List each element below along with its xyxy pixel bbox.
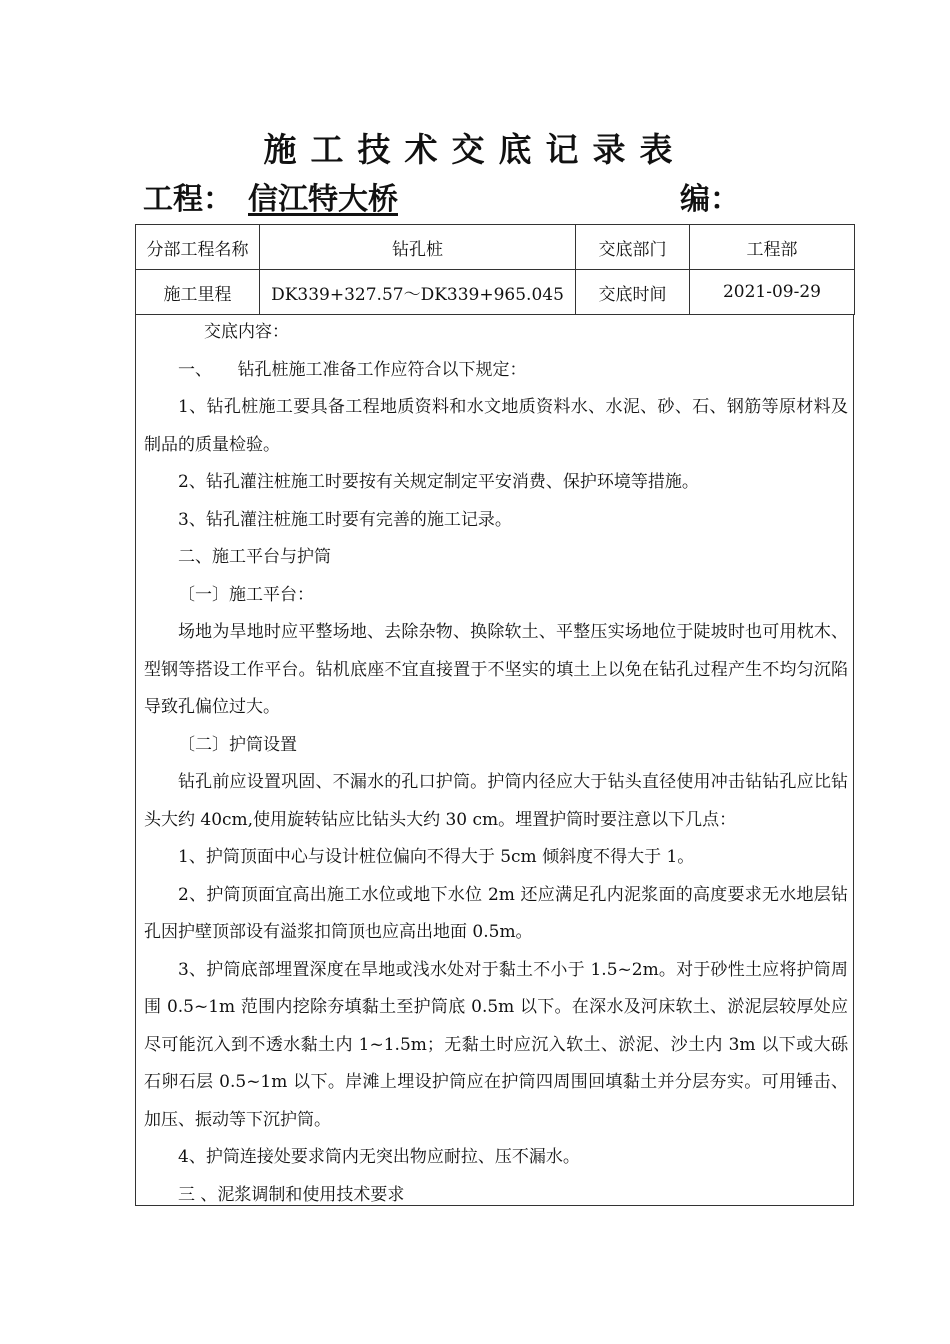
division-name-value: 钻孔桩 bbox=[260, 225, 576, 270]
project-line bbox=[143, 178, 863, 222]
record-info-table bbox=[135, 224, 855, 315]
table-row bbox=[136, 270, 855, 315]
content-paragraph: 二、施工平台与护筒 bbox=[178, 547, 331, 567]
content-paragraph: 钻孔前应设置巩固、不漏水的孔口护筒。护筒内径应大于钻头直径使用冲击钻钻孔应比钻头大约 40cm,使用旋转钻应比钻头大约 30 cm。埋置护筒时要注意以下几点： bbox=[144, 772, 848, 830]
content-paragraph: 2、钻孔灌注桩施工时要按有关规定制定平安消费、保护环境等措施。 bbox=[178, 472, 699, 492]
division-name-label: 分部工程名称 bbox=[136, 225, 260, 270]
content-paragraph: 1、钻孔桩施工要具备工程地质资料和水文地质资料水、水泥、砂、石、钢筋等原材料及制品的质量检验。 bbox=[144, 397, 848, 455]
date-label: 交底时间 bbox=[576, 270, 690, 315]
edit-label: 编： bbox=[680, 182, 740, 217]
content-paragraph: 场地为旱地时应平整场地、去除杂物、换除软土、平整压实场地位于陡坡时也可用枕木、型钢等搭设工作平台。钻机底座不宜直接置于不坚实的填土上以免在钻孔过程产生不均匀沉陷导致孔偏位过大。 bbox=[144, 622, 848, 717]
content-box bbox=[135, 314, 854, 1206]
content-paragraph: 3、护筒底部埋置深度在旱地或浅水处对于黏土不小于 1.5~2m。对于砂性土应将护筒周围 0.5~1m 范围内挖除夯填黏土至护筒底 0.5m 以下。在深水及河床软土、淤泥层较厚处应尽可能沉入到不透水黏土内 1~1.5m；无黏土时应沉入软土、淤泥、沙土内 3m 以下或大砾石卵石层 0.5~1m 以下。岸滩上埋设护筒应在护筒四周围回填黏土并分层夯实。可用锤击、加压、振动等下沉护筒。 bbox=[144, 959, 848, 1130]
content-paragraph: 〔一〕施工平台： bbox=[178, 584, 314, 605]
content-paragraph: 1、护筒顶面中心与设计桩位偏向不得大于 5cm 倾斜度不得大于 1。 bbox=[178, 847, 695, 867]
content-paragraph: 一、 钻孔桩施工准备工作应符合以下规定： bbox=[178, 359, 527, 380]
content-heading: 交底内容： bbox=[204, 322, 289, 342]
mileage-label: 施工里程 bbox=[136, 270, 260, 315]
document-title: 施工技术交底记录表 bbox=[263, 130, 687, 169]
content-paragraph: 三 、泥浆调制和使用技术要求 bbox=[178, 1184, 405, 1205]
content-paragraph: 3、钻孔灌注桩施工时要有完善的施工记录。 bbox=[178, 509, 512, 530]
project-label: 工程： bbox=[143, 182, 233, 217]
date-value: 2021-09-29 bbox=[690, 270, 855, 315]
content-paragraph: 〔二〕护筒设置 bbox=[178, 734, 297, 755]
table-row bbox=[136, 225, 855, 270]
mileage-value: DK339+327.57～DK339+965.045 bbox=[260, 270, 576, 315]
department-value: 工程部 bbox=[690, 225, 855, 270]
content-paragraph: 4、护筒连接处要求筒内无突出物应耐拉、压不漏水。 bbox=[178, 1147, 580, 1167]
department-label: 交底部门 bbox=[576, 225, 690, 270]
content-paragraph: 2、护筒顶面宜高出施工水位或地下水位 2m 还应满足孔内泥浆面的高度要求无水地层钻孔因护壁顶部设有溢浆扣筒顶也应高出地面 0.5m。 bbox=[144, 884, 848, 942]
project-name: 信江特大桥 bbox=[248, 182, 398, 217]
content-body bbox=[144, 314, 848, 1214]
